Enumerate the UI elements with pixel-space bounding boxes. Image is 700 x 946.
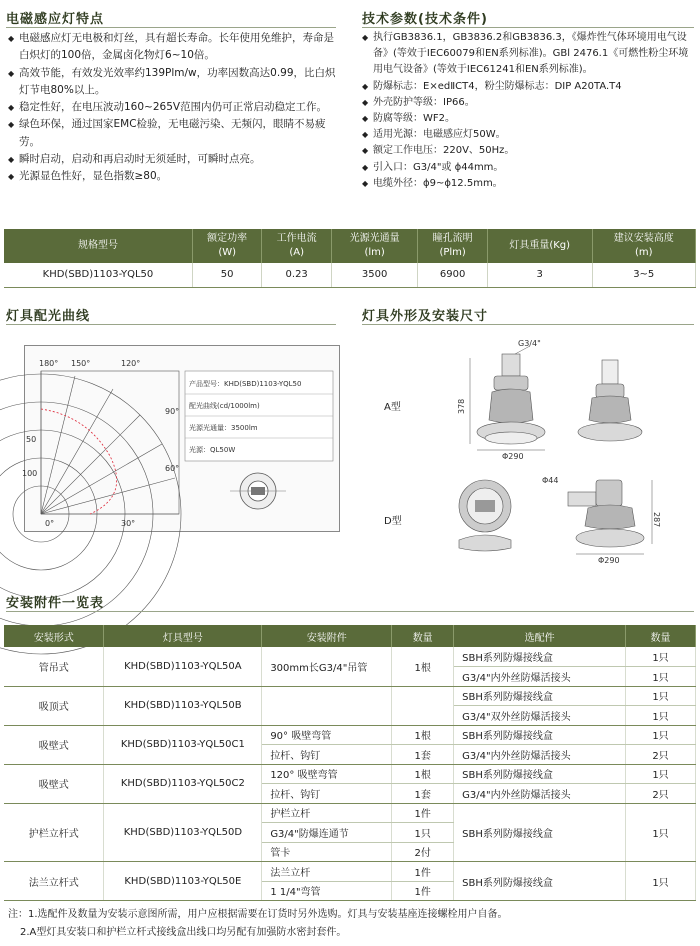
spec-cell: 3500 bbox=[331, 263, 417, 287]
curve-info: 光源：QL50W bbox=[189, 446, 236, 454]
option-qty: 1只 bbox=[626, 647, 696, 667]
option-item: SBH系列防爆接线盒 bbox=[454, 764, 626, 784]
accessory-qty: 1根 bbox=[392, 725, 454, 745]
accessory-item: 拉杆、钩钉 bbox=[262, 784, 392, 804]
tech-item: ◆ 适用光源：电磁感应灯50W。 bbox=[362, 127, 694, 143]
option-qty: 1只 bbox=[626, 686, 696, 706]
option-item: G3/4"内外丝防爆活接头 bbox=[454, 784, 626, 804]
spec-header: 规格型号 bbox=[4, 229, 192, 263]
angle-label: 120° bbox=[121, 359, 141, 368]
angle-label: 90° bbox=[165, 407, 180, 416]
features-list bbox=[8, 30, 338, 186]
option-item: G3/4"双外丝防爆活接头 bbox=[454, 706, 626, 726]
accessory-qty: 1只 bbox=[392, 823, 454, 843]
option-qty: 1只 bbox=[626, 764, 696, 784]
accessory-qty bbox=[392, 686, 454, 725]
features-title: 电磁感应灯特点 bbox=[6, 12, 105, 27]
accessory-qty: 1根 bbox=[392, 764, 454, 784]
feature-item: ◆ 电磁感应灯无电极和灯丝，具有超长寿命。长年使用免维护，寿命是白炽灯的100倍，金属卤化物灯6~10倍。 bbox=[8, 30, 338, 65]
mount-type: 管吊式 bbox=[4, 647, 104, 686]
spec-cell: 50 bbox=[192, 263, 262, 287]
accessory-qty: 1根 bbox=[392, 647, 454, 686]
spec-cell: 0.23 bbox=[262, 263, 332, 287]
mount-type: 护栏立杆式 bbox=[4, 803, 104, 862]
accessory-item: 90° 吸壁弯管 bbox=[262, 725, 392, 745]
option-qty: 2只 bbox=[626, 745, 696, 765]
spec-header: 建议安装高度 (m) bbox=[592, 229, 696, 263]
acc-header: 灯具型号 bbox=[104, 625, 262, 647]
table-row bbox=[4, 263, 696, 287]
table-row bbox=[4, 803, 696, 823]
type-a-side-view bbox=[578, 360, 642, 441]
spec-cell: KHD(SBD)1103-YQL50 bbox=[4, 263, 192, 287]
spec-cell: 6900 bbox=[418, 263, 488, 287]
accessories-table bbox=[4, 625, 696, 901]
accessories-title: 安装附件一览表 bbox=[6, 596, 105, 611]
lamp-model: KHD(SBD)1103-YQL50C1 bbox=[104, 725, 262, 764]
dimensions-rule bbox=[362, 324, 694, 325]
angle-label: 180° bbox=[39, 359, 59, 368]
tech-rule bbox=[362, 27, 694, 28]
acc-header: 安装形式 bbox=[4, 625, 104, 647]
table-row bbox=[4, 862, 696, 882]
spec-header: 光源光通量 (lm) bbox=[331, 229, 417, 263]
height-a-label: 378 bbox=[457, 398, 466, 414]
accessories-rule bbox=[6, 611, 694, 612]
option-item: SBH系列防爆接线盒 bbox=[454, 686, 626, 706]
lamp-model: KHD(SBD)1103-YQL50A bbox=[104, 647, 262, 686]
tech-item: ◆ 防腐等级：WF2。 bbox=[362, 111, 694, 127]
table-row bbox=[4, 647, 696, 667]
option-qty: 1只 bbox=[626, 862, 696, 901]
width-d-label: Φ290 bbox=[598, 556, 620, 565]
option-item: SBH系列防爆接线盒 bbox=[454, 803, 626, 862]
accessory-qty: 1套 bbox=[392, 745, 454, 765]
tech-title: 技术参数(技术条件) bbox=[362, 12, 488, 27]
thread-label: G3/4" bbox=[518, 339, 541, 348]
polar-chart bbox=[22, 346, 341, 533]
tech-item: ◆ 防爆标志：E×edⅡCT4，粉尘防爆标志：DIP A20TA.T4 bbox=[362, 79, 694, 95]
accessory-qty: 1件 bbox=[392, 803, 454, 823]
type-d-label: D型 bbox=[384, 516, 402, 527]
spec-cell: 3 bbox=[487, 263, 592, 287]
spec-table bbox=[4, 229, 696, 288]
option-item: SBH系列防爆接线盒 bbox=[454, 647, 626, 667]
table-row bbox=[4, 686, 696, 706]
accessory-item: 120° 吸壁弯管 bbox=[262, 764, 392, 784]
angle-label: 30° bbox=[121, 519, 136, 528]
accessory-item: 管卡 bbox=[262, 842, 392, 862]
entry-label: Φ44 bbox=[542, 476, 559, 485]
spec-header: 瞳孔流明 (Plm) bbox=[418, 229, 488, 263]
notes bbox=[8, 906, 508, 942]
tech-list bbox=[362, 30, 694, 192]
option-item: G3/4"内外丝防爆活接头 bbox=[454, 667, 626, 687]
table-row bbox=[4, 764, 696, 784]
option-qty: 1只 bbox=[626, 803, 696, 862]
lamp-model: KHD(SBD)1103-YQL50E bbox=[104, 862, 262, 901]
lamp-model: KHD(SBD)1103-YQL50D bbox=[104, 803, 262, 862]
radial-label: 100 bbox=[22, 469, 38, 478]
accessory-item: 法兰立杆 bbox=[262, 862, 392, 882]
accessory-item bbox=[262, 686, 392, 725]
mount-type: 吸壁式 bbox=[4, 725, 104, 764]
angle-label: 0° bbox=[45, 519, 55, 528]
spec-header: 灯具重量(Kg) bbox=[487, 229, 592, 263]
height-d-label: 287 bbox=[652, 512, 661, 528]
tech-item: ◆ 引入口：G3/4"或 ϕ44mm。 bbox=[362, 160, 694, 176]
curve-rule bbox=[6, 324, 336, 325]
angle-label: 150° bbox=[71, 359, 91, 368]
accessory-item: 300mm长G3/4"吊管 bbox=[262, 647, 392, 686]
tech-item: ◆ 外壳防护等级：IP66。 bbox=[362, 95, 694, 111]
accessory-item: 1 1/4"弯管 bbox=[262, 881, 392, 901]
width-a-label: Φ290 bbox=[502, 452, 524, 461]
features-rule bbox=[6, 27, 336, 28]
option-qty: 2只 bbox=[626, 784, 696, 804]
option-item: SBH系列防爆接线盒 bbox=[454, 725, 626, 745]
dimension-diagram bbox=[370, 340, 690, 570]
accessory-qty: 2付 bbox=[392, 842, 454, 862]
table-row bbox=[4, 725, 696, 745]
tech-item: ◆ 额定工作电压：220V、50Hz。 bbox=[362, 143, 694, 159]
curve-title: 灯具配光曲线 bbox=[6, 309, 91, 324]
note-line: 注：1.选配件及数量为安装示意图所需，用户应根据需要在订货时另外选购。灯具与安装基座连接螺栓用户自备。 bbox=[8, 909, 508, 920]
accessory-qty: 1件 bbox=[392, 881, 454, 901]
feature-item: ◆ 绿色环保，通过国家EMC检验，无电磁污染、无频闪，眼睛不易疲劳。 bbox=[8, 116, 338, 151]
option-qty: 1只 bbox=[626, 725, 696, 745]
type-d-top-view bbox=[459, 480, 511, 551]
acc-header: 安装附件 bbox=[262, 625, 392, 647]
option-item: SBH系列防爆接线盒 bbox=[454, 862, 626, 901]
light-distribution-curve bbox=[24, 345, 340, 532]
accessory-qty: 1件 bbox=[392, 862, 454, 882]
angle-label: 60° bbox=[165, 464, 180, 473]
option-qty: 1只 bbox=[626, 667, 696, 687]
accessory-qty: 1套 bbox=[392, 784, 454, 804]
type-d-side-view bbox=[568, 480, 652, 554]
lamp-model: KHD(SBD)1103-YQL50C2 bbox=[104, 764, 262, 803]
curve-info: 光源光通量：3500lm bbox=[189, 424, 258, 432]
curve-info: 配光曲线(cd/1000lm) bbox=[189, 402, 260, 410]
spec-cell: 3~5 bbox=[592, 263, 696, 287]
feature-item: ◆ 瞬时启动，启动和再启动时无须延时，可瞬时点亮。 bbox=[8, 151, 338, 168]
radial-label: 50 bbox=[26, 435, 37, 444]
feature-item: ◆ 稳定性好，在电压波动160~265V范围内仍可正常启动稳定工作。 bbox=[8, 99, 338, 116]
accessory-item: G3/4"防爆连通节 bbox=[262, 823, 392, 843]
mount-type: 吸壁式 bbox=[4, 764, 104, 803]
distribution-curve bbox=[41, 409, 117, 514]
mount-type: 吸顶式 bbox=[4, 686, 104, 725]
acc-header: 数量 bbox=[392, 625, 454, 647]
lamp-model: KHD(SBD)1103-YQL50B bbox=[104, 686, 262, 725]
mount-type: 法兰立杆式 bbox=[4, 862, 104, 901]
dimensions-title: 灯具外形及安装尺寸 bbox=[362, 309, 489, 324]
curve-info: 产品型号：KHD(SBD)1103-YQL50 bbox=[189, 380, 302, 388]
spec-header: 工作电流 (A) bbox=[262, 229, 332, 263]
acc-header: 数量 bbox=[626, 625, 696, 647]
type-a-front-view bbox=[470, 346, 545, 450]
option-qty: 1只 bbox=[626, 706, 696, 726]
option-item: G3/4"内外丝防爆活接头 bbox=[454, 745, 626, 765]
lamp-top-view-icon bbox=[230, 473, 286, 509]
note-line: 2.A型灯具安装口和护栏立杆式接线盒出线口均另配有加强防水密封套件。 bbox=[20, 927, 347, 938]
feature-item: ◆ 高效节能，有效发光效率约139Plm/w，功率因数高达0.99，比白炽灯节电80%以上。 bbox=[8, 65, 338, 100]
type-a-label: A型 bbox=[384, 402, 401, 413]
tech-item: ◆ 电缆外径：ϕ9~ϕ12.5mm。 bbox=[362, 176, 694, 192]
accessory-item: 拉杆、钩钉 bbox=[262, 745, 392, 765]
feature-item: ◆ 光源显色性好，显色指数≥80。 bbox=[8, 168, 338, 185]
accessory-item: 护栏立杆 bbox=[262, 803, 392, 823]
acc-header: 选配件 bbox=[454, 625, 626, 647]
spec-header: 额定功率 (W) bbox=[192, 229, 262, 263]
tech-item: ◆ 执行GB3836.1，GB3836.2和GB3836.3，《爆炸性气体环境用电气设备》(等效于IEC60079和EN系列标准)。GBl 2476.1《可燃性粉尘环境用电气设备》(等效于IEC61241和EN系列标准)。 bbox=[362, 30, 694, 79]
